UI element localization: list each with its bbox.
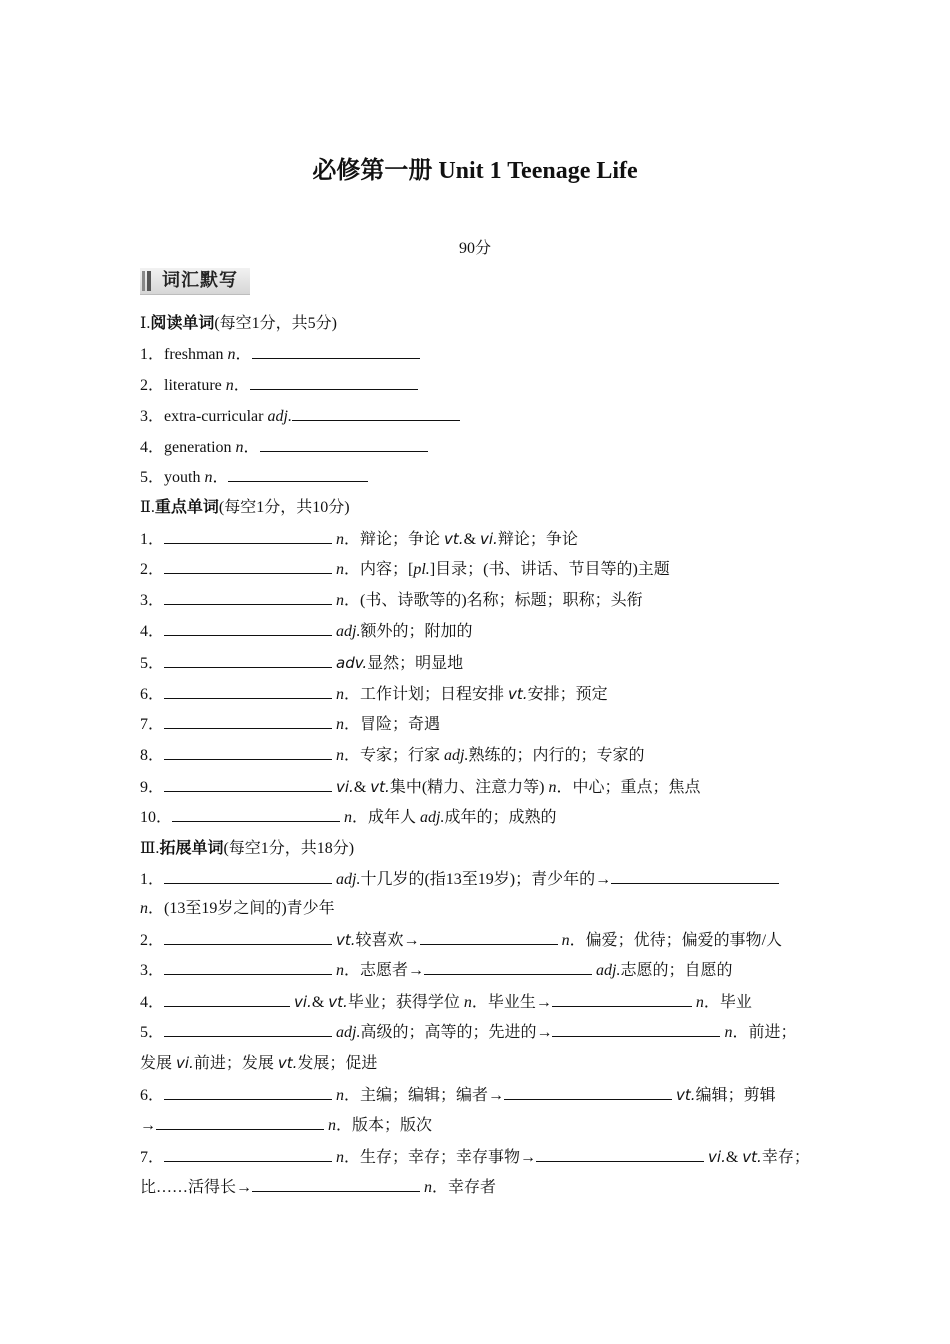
exercise-line: 2． n．内容；[pl.]目录；(书、讲话、节目等的)主题 <box>140 561 670 578</box>
answer-blank[interactable] <box>164 621 332 636</box>
exercise-line: Ⅰ.阅读单词(每空1分，共5分) <box>140 315 338 332</box>
answer-blank[interactable] <box>164 653 332 668</box>
answer-blank[interactable] <box>164 1147 332 1162</box>
exercise-line: 3． n．(书、诗歌等的)名称；标题；职称；头衔 <box>140 592 643 609</box>
answer-blank[interactable] <box>156 1115 324 1130</box>
answer-blank[interactable] <box>164 777 332 792</box>
exercise-line: Ⅲ.拓展单词(每空1分，共18分) <box>140 840 355 857</box>
section-badge <box>140 268 250 295</box>
exercise-line: 1． adj.十几岁的(指13至19岁)；青少年的→ <box>140 869 779 891</box>
exercise-line: 2． vt.较喜欢→ n．偏爱；优待；偏爱的事物/人 <box>140 931 783 949</box>
exercise-line: 8． n．专家；行家 adj.熟练的；内行的；专家的 <box>140 747 645 764</box>
answer-blank[interactable] <box>164 869 332 884</box>
answer-blank[interactable] <box>164 992 290 1007</box>
page-title: 必修第一册 Unit 1 Teenage Life <box>312 158 638 184</box>
exercise-line: 7． n．冒险；奇遇 <box>140 716 441 733</box>
answer-blank[interactable] <box>228 467 368 482</box>
exercise-line: 发展 vi.前进；发展 vt.发展；促进 <box>140 1054 378 1072</box>
exercise-line: 1． n．辩论；争论 vt.& vi.辩论；争论 <box>140 530 578 548</box>
answer-blank[interactable] <box>164 559 332 574</box>
answer-blank[interactable] <box>164 529 332 544</box>
exercise-line: 10． n．成年人 adj.成年的；成熟的 <box>140 809 557 826</box>
answer-blank[interactable] <box>260 437 428 452</box>
exercise-line: 5．youth n． <box>140 467 368 489</box>
exercise-line: 4． adj.额外的；附加的 <box>140 623 473 640</box>
exercise-line: 3．extra-curricular adj. <box>140 406 460 428</box>
exercise-line: 9． vi.& vt.集中(精力、注意力等) n．中心；重点；焦点 <box>140 778 701 796</box>
exercise-line: Ⅱ.重点单词(每空1分，共10分) <box>140 499 350 516</box>
section-badge-label: 词汇默写 <box>162 270 238 291</box>
answer-blank[interactable] <box>424 960 592 975</box>
exercise-line: 5． adj.高级的；高等的；先进的→ n．前进； <box>140 1024 797 1041</box>
total-score: 90分 <box>458 240 491 257</box>
answer-blank[interactable] <box>164 930 332 945</box>
exercise-line: 7． n．生存；幸存；幸存事物→ vi.& vt.幸存； <box>140 1148 810 1166</box>
answer-blank[interactable] <box>420 930 558 945</box>
answer-blank[interactable] <box>292 406 460 421</box>
answer-blank[interactable] <box>611 869 779 884</box>
badge-bar-icon <box>142 271 145 291</box>
answer-blank[interactable] <box>250 375 418 390</box>
exercise-line: 4．generation n． <box>140 437 428 459</box>
exercise-line: 6． n．工作计划；日程安排 vt.安排；预定 <box>140 685 608 703</box>
badge-bar-icon <box>147 271 151 291</box>
answer-blank[interactable] <box>164 1022 332 1037</box>
answer-blank[interactable] <box>252 344 420 359</box>
exercise-line: 1．freshman n． <box>140 344 420 366</box>
exercise-line: 4． vi.& vt.毕业；获得学位 n．毕业生→ n．毕业 <box>140 993 752 1011</box>
answer-blank[interactable] <box>164 714 332 729</box>
answer-blank[interactable] <box>536 1147 704 1162</box>
exercise-line: 6． n．主编；编辑；编者→ vt.编辑；剪辑 <box>140 1086 776 1104</box>
exercise-line: 比……活得长→ n．幸存者 <box>140 1179 497 1196</box>
answer-blank[interactable] <box>164 1085 332 1100</box>
answer-blank[interactable] <box>172 807 340 822</box>
exercise-line: → n．版本；版次 <box>140 1117 433 1134</box>
exercise-line: 2．literature n． <box>140 375 418 397</box>
exercise-line: 3． n．志愿者→ adj.志愿的；自愿的 <box>140 962 733 979</box>
answer-blank[interactable] <box>164 745 332 760</box>
answer-blank[interactable] <box>552 992 692 1007</box>
exercise-line: 5． adv.显然；明显地 <box>140 654 464 672</box>
answer-blank[interactable] <box>164 590 332 605</box>
answer-blank[interactable] <box>504 1085 672 1100</box>
answer-blank[interactable] <box>164 684 332 699</box>
answer-blank[interactable] <box>252 1177 420 1192</box>
answer-blank[interactable] <box>164 960 332 975</box>
exercise-line: n．(13至19岁之间的)青少年 <box>140 900 335 917</box>
answer-blank[interactable] <box>552 1022 720 1037</box>
